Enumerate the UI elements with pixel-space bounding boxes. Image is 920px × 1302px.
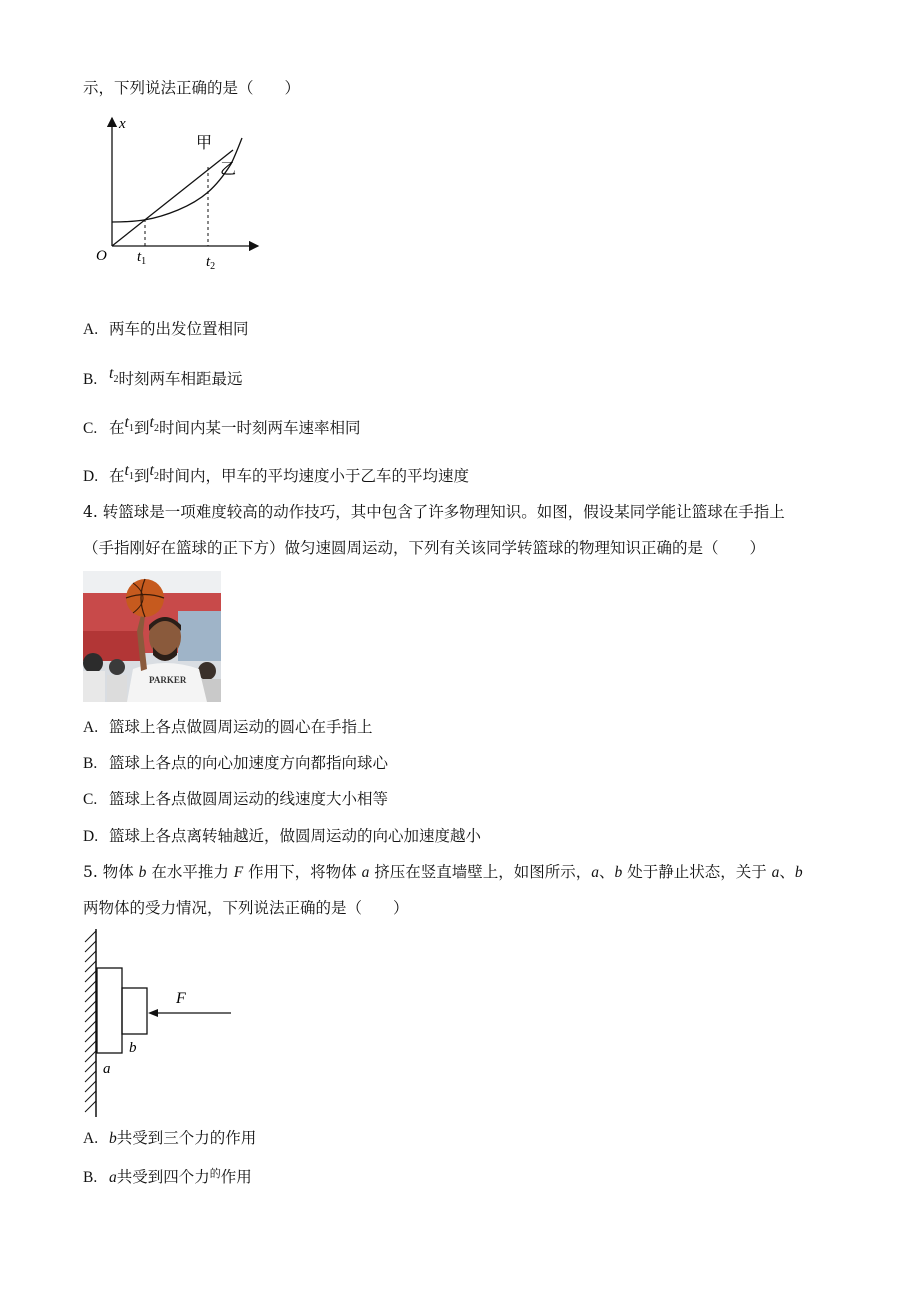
q5-wall-diagram [80, 925, 240, 1120]
force-label: F [176, 990, 186, 1007]
q4-stem-line1: 4. 转篮球是一项难度较高的动作技巧，其中包含了许多物理知识。如图，假设某同学能让篮球在手指上 [83, 503, 785, 521]
t1-label: $t_1$ [137, 249, 147, 267]
q5-option-b: B. a共受到四个力$^的$作用 [83, 1167, 252, 1186]
q5-stem-line2: 两物体的受力情况，下列说法正确的是（ ） [83, 899, 409, 917]
q3-option-c: C. 在$t_1$到$t_2$时间内某一时刻两车速率相同 [83, 414, 361, 437]
q4-option-b: B. 篮球上各点的向心加速度方向都指向球心 [83, 754, 389, 772]
axis-x-label: x [119, 116, 126, 132]
label-b: b [129, 1040, 137, 1056]
q5-stem-line1: 5. 物体 b 在水平推力 F 作用下，将物体 a 挤压在竖直墙壁上，如图所示，a、b 处于静止状态，关于 a、b [83, 863, 803, 881]
q3-option-d: D. 在$t_1$到$t_2$时间内，甲车的平均速度小于乙车的平均速度 [83, 462, 469, 485]
q4-option-c: C. 篮球上各点做圆周运动的线速度大小相等 [83, 790, 389, 808]
block-b [122, 988, 147, 1034]
q3-option-a: A. 两车的出发位置相同 [83, 320, 249, 338]
q3-option-b: B. $t_2$时刻两车相距最远 [83, 365, 243, 388]
jia-label: 甲 [196, 135, 213, 152]
line-yi [112, 150, 233, 246]
t2-label: $t_2$ [206, 254, 216, 272]
q4-option-d: D. 篮球上各点离转轴越近，做圆周运动的向心加速度越小 [83, 827, 482, 845]
block-a [97, 968, 122, 1053]
basketball [126, 579, 164, 617]
yi-label: 乙 [220, 161, 237, 178]
origin-label: O [96, 248, 107, 264]
q4-option-a: A. 篮球上各点做圆周运动的圆心在手指上 [83, 718, 373, 736]
label-a: a [103, 1061, 111, 1077]
q5-option-a: A. b共受到三个力的作用 [83, 1129, 257, 1147]
wall-hatching [85, 931, 96, 1112]
q4-stem-line2: （手指刚好在篮球的正下方）做匀速圆周运动，下列有关该同学转篮球的物理知识正确的是（ ） [83, 539, 766, 557]
q3-intro: 示，下列说法正确的是（ ） [83, 79, 301, 97]
q3-xt-graph [92, 110, 272, 275]
curve-jia [112, 138, 242, 222]
shirt-text: PARKER [149, 675, 187, 685]
basketball-photo [83, 571, 221, 702]
